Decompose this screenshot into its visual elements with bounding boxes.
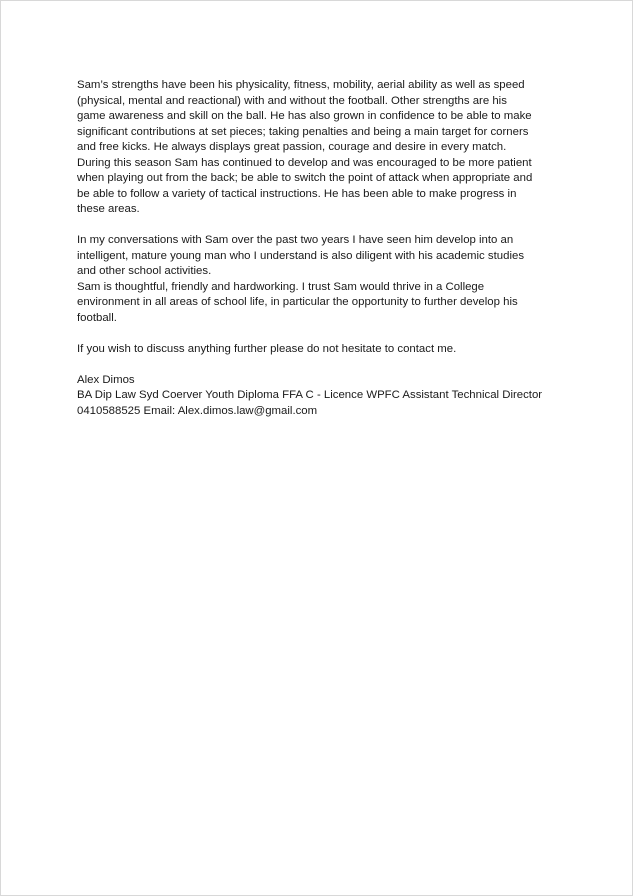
paragraph-spacer bbox=[77, 357, 577, 373]
paragraph-spacer bbox=[77, 326, 577, 342]
signature-name: Alex Dimos bbox=[77, 373, 135, 386]
paragraph-spacer bbox=[77, 218, 577, 234]
signature-credentials: BA Dip Law Syd Coerver Youth Diploma FFA C - Licence WPFC Assistant Technical Director bbox=[77, 389, 543, 401]
letter-body bbox=[77, 78, 577, 419]
paragraph-character: In my conversations with Sam over the past two years I have seen him develop into an intelligent, mature young man who I understand is also diligent with his academic studies and other school activities. Sam is thoughtful, friendly and hardworking. I trust Sam would thrive in a College environment in all areas of school life, in particular the opportunity to further develop his football. bbox=[77, 234, 525, 324]
paragraph-contact-invite: If you wish to discuss anything further please do not hesitate to contact me. bbox=[77, 342, 457, 355]
paragraph-strengths: Sam’s strengths have been his physicality, fitness, mobility, aerial ability as well as speed (physical, mental and reactional) with and without the football. Other strengths are his game awareness and skill on the ball. He has also grown in confidence to be able to make significant contributions at set pieces; taking penalties and being a main target for corners and free kicks. He always displays great passion, courage and desire in every match. During this season Sam has continued to develop and was encouraged to be more patient when playing out from the back; be able to switch the point of attack when appropriate and be able to follow a variety of tactical instructions. He has been able to make progress in these areas. bbox=[77, 79, 533, 215]
signature-block bbox=[77, 373, 577, 420]
signature-contact: 0410588525 Email: Alex.dimos.law@gmail.com bbox=[77, 404, 318, 417]
